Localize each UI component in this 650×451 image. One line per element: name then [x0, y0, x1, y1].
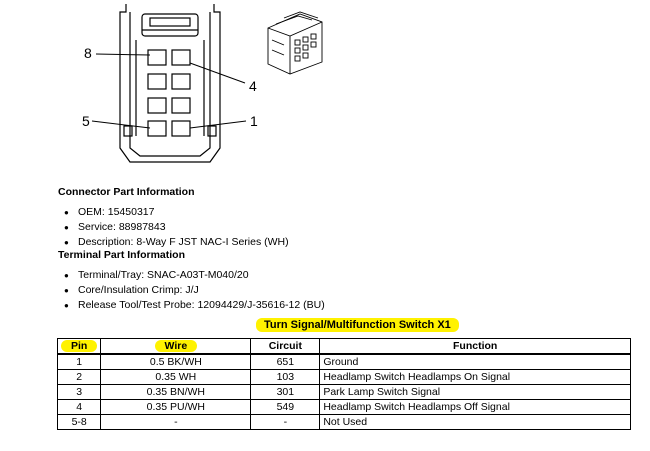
cell-circuit: 651 — [251, 354, 320, 370]
table-row — [58, 415, 631, 430]
callout-pin-4: 4 — [249, 78, 257, 94]
cell-function: Headlamp Switch Headlamps Off Signal — [320, 400, 631, 415]
table-row — [58, 354, 631, 370]
cell-wire: 0.35 WH — [101, 370, 251, 385]
list-item: ● Release Tool/Test Probe: 12094429/J-35616-12 (BU) — [64, 298, 325, 313]
list-item: ● Core/Insulation Crimp: J/J — [64, 283, 325, 298]
list-item: ● Terminal/Tray: SNAC-A03T-M040/20 — [64, 268, 325, 283]
terminal-info-title: Terminal Part Information — [58, 249, 185, 261]
header-circuit: Circuit — [251, 339, 320, 355]
header-wire: Wire — [101, 339, 251, 355]
list-item: ● Service: 88987843 — [64, 220, 289, 235]
cell-circuit: - — [251, 415, 320, 430]
cell-circuit: 103 — [251, 370, 320, 385]
connector-info-title: Connector Part Information — [58, 186, 195, 198]
cell-pin: 3 — [58, 385, 101, 400]
list-item: ● OEM: 15450317 — [64, 205, 289, 220]
callout-pin-8: 8 — [84, 45, 92, 61]
cell-pin: 2 — [58, 370, 101, 385]
table-title: Turn Signal/Multifunction Switch X1 — [256, 318, 459, 332]
cell-function: Not Used — [320, 415, 631, 430]
connector-info-list — [64, 205, 289, 250]
table-row — [58, 370, 631, 385]
table-row — [58, 400, 631, 415]
cell-wire: 0.35 PU/WH — [101, 400, 251, 415]
connector-face-drawing — [0, 0, 650, 180]
table-header-row — [58, 339, 631, 355]
terminal-info-list — [64, 268, 325, 313]
cell-circuit: 301 — [251, 385, 320, 400]
connector-diagram — [0, 0, 650, 180]
table-row — [58, 385, 631, 400]
list-item: ● Description: 8-Way F JST NAC-I Series (WH) — [64, 235, 289, 250]
cell-function: Park Lamp Switch Signal — [320, 385, 631, 400]
callout-pin-5: 5 — [82, 113, 90, 129]
connector-isometric-sketch — [268, 12, 322, 74]
cell-wire: - — [101, 415, 251, 430]
cell-pin: 1 — [58, 354, 101, 370]
header-function: Function — [320, 339, 631, 355]
cell-function: Ground — [320, 354, 631, 370]
cell-wire: 0.5 BK/WH — [101, 354, 251, 370]
cell-wire: 0.35 BN/WH — [101, 385, 251, 400]
cell-pin: 4 — [58, 400, 101, 415]
header-pin: Pin — [58, 339, 101, 355]
cell-function: Headlamp Switch Headlamps On Signal — [320, 370, 631, 385]
cell-circuit: 549 — [251, 400, 320, 415]
pinout-table — [57, 338, 631, 430]
cell-pin: 5-8 — [58, 415, 101, 430]
callout-pin-1: 1 — [250, 113, 258, 129]
